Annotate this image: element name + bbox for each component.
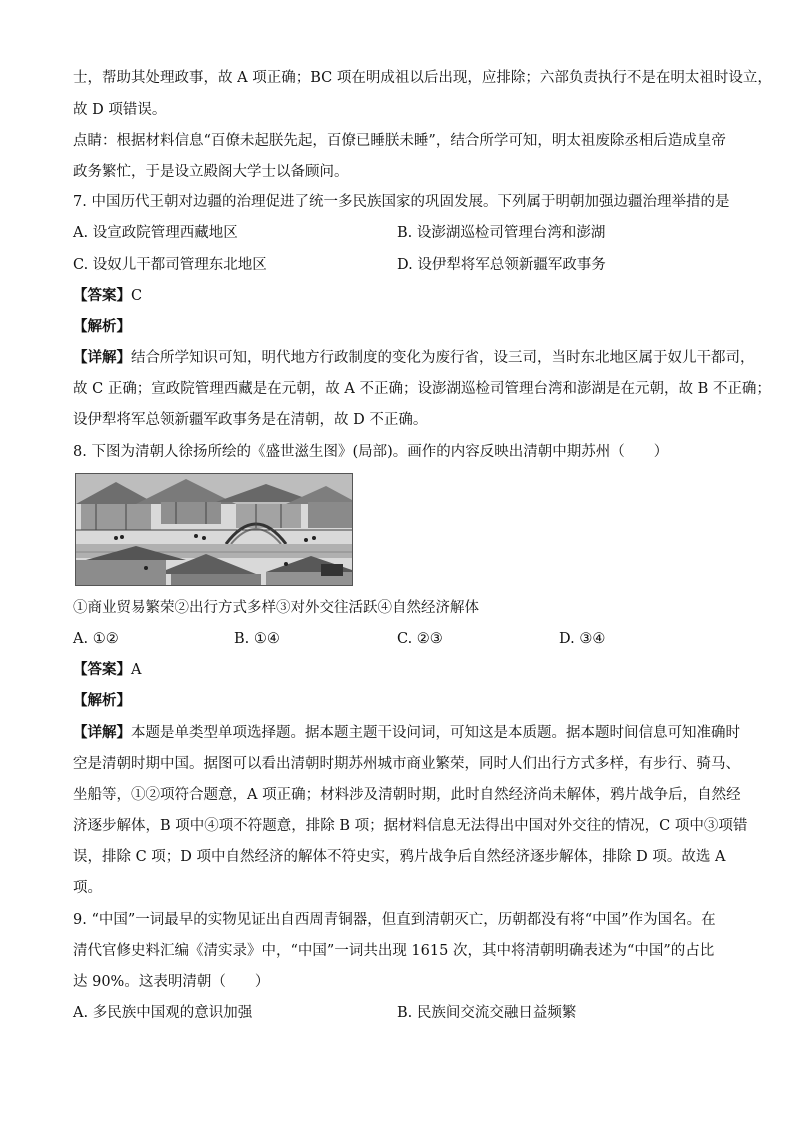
detail-line: 济逐步解体，B 项中④项不符题意，排除 B 项；据材料信息无法得出中国对外交往的情况，C 项中③项错 bbox=[73, 818, 748, 834]
answer-tag: 【答案】 bbox=[73, 661, 131, 678]
question-9-cont: 达 90%。这表明清朝（ ） bbox=[73, 974, 270, 990]
option-b: B. 设澎湖巡检司管理台湾和澎湖 bbox=[397, 225, 606, 241]
detail-line: 【详解】结合所学知识可知，明代地方行政制度的变化为废行省，设三司，当时东北地区属于奴儿干都司， bbox=[73, 349, 755, 366]
detail-line: 项。 bbox=[73, 880, 102, 896]
detail-line: 【详解】本题是单类型单项选择题。据本题主题干设问词，可知这是本质题。据本题时间信息可知准确时 bbox=[73, 724, 740, 741]
detail-line: 设伊犁将军总领新疆军政事务是在清朝，故 D 不正确。 bbox=[73, 412, 428, 428]
detail-line: 坐船等，①②项符合题意，A 项正确；材料涉及清朝时期，此时自然经济尚未解体，鸦片战争后，自然经 bbox=[73, 787, 741, 803]
option-b: B. ①④ bbox=[234, 631, 280, 647]
option-b: B. 民族间交流交融日益频繁 bbox=[397, 1005, 577, 1021]
detail-tag: 【详解】 bbox=[73, 724, 131, 741]
question-7: 7. 中国历代王朝对边疆的治理促进了统一多民族国家的巩固发展。下列属于明朝加强边疆治理举措的是 bbox=[73, 194, 730, 210]
analysis-tag: 【解析】 bbox=[73, 692, 131, 709]
text-line: 故 D 项错误。 bbox=[73, 102, 167, 118]
painting-image bbox=[75, 473, 353, 586]
text-line: 点睛：根据材料信息“百僚未起朕先起，百僚已睡朕未睡”，结合所学可知，明太祖废除丞相后造成皇帝 bbox=[73, 133, 726, 149]
answer-row bbox=[73, 660, 141, 680]
question-8: 8. 下图为清朝人徐扬所绘的《盛世滋生图》(局部)。画作的内容反映出清朝中期苏州（ ） bbox=[73, 444, 669, 460]
detail-tag: 【详解】 bbox=[73, 349, 131, 366]
detail-line: 误，排除 C 项；D 项中自然经济的解体不符史实，鸦片战争后自然经济逐步解体，排除 D 项。故选 A bbox=[73, 849, 726, 865]
statement-options: ①商业贸易繁荣②出行方式多样③对外交往活跃④自然经济解体 bbox=[73, 600, 479, 616]
option-a: A. 多民族中国观的意识加强 bbox=[73, 1005, 253, 1021]
question-9: 9. “中国”一词最早的实物见证出自西周青铜器，但直到清朝灭亡，历朝都没有将“中国”作为国名。在 bbox=[73, 912, 716, 928]
question-9-cont: 清代官修史料汇编《清实录》中，“中国”一词共出现 1615 次，其中将清朝明确表述为“中国”的占比 bbox=[73, 943, 715, 959]
answer-tag: 【答案】 bbox=[73, 287, 131, 304]
text-line: 政务繁忙，于是设立殿阁大学士以备顾问。 bbox=[73, 164, 349, 180]
option-a: A. ①② bbox=[73, 631, 119, 647]
answer-value: C bbox=[131, 288, 143, 304]
option-a: A. 设宣政院管理西藏地区 bbox=[73, 225, 238, 241]
answer-row bbox=[73, 286, 142, 306]
option-d: D. 设伊犁将军总领新疆军政事务 bbox=[397, 257, 606, 273]
detail-line: 空是清朝时期中国。据图可以看出清朝时期苏州城市商业繁荣，同时人们出行方式多样，有步行、骑马、 bbox=[73, 756, 740, 772]
analysis-tag: 【解析】 bbox=[73, 318, 131, 335]
text-line: 士，帮助其处理政事，故 A 项正确；BC 项在明成祖以后出现，应排除；六部负责执行不是在明太祖时设立， bbox=[73, 70, 772, 86]
option-c: C. ②③ bbox=[397, 631, 443, 647]
answer-value: A bbox=[131, 662, 142, 678]
option-d: D. ③④ bbox=[559, 631, 606, 647]
option-c: C. 设奴儿干都司管理东北地区 bbox=[73, 257, 267, 273]
detail-line: 故 C 正确；宣政院管理西藏是在元朝，故 A 不正确；设澎湖巡检司管理台湾和澎湖是在元朝，故 B 不正确； bbox=[73, 381, 771, 397]
